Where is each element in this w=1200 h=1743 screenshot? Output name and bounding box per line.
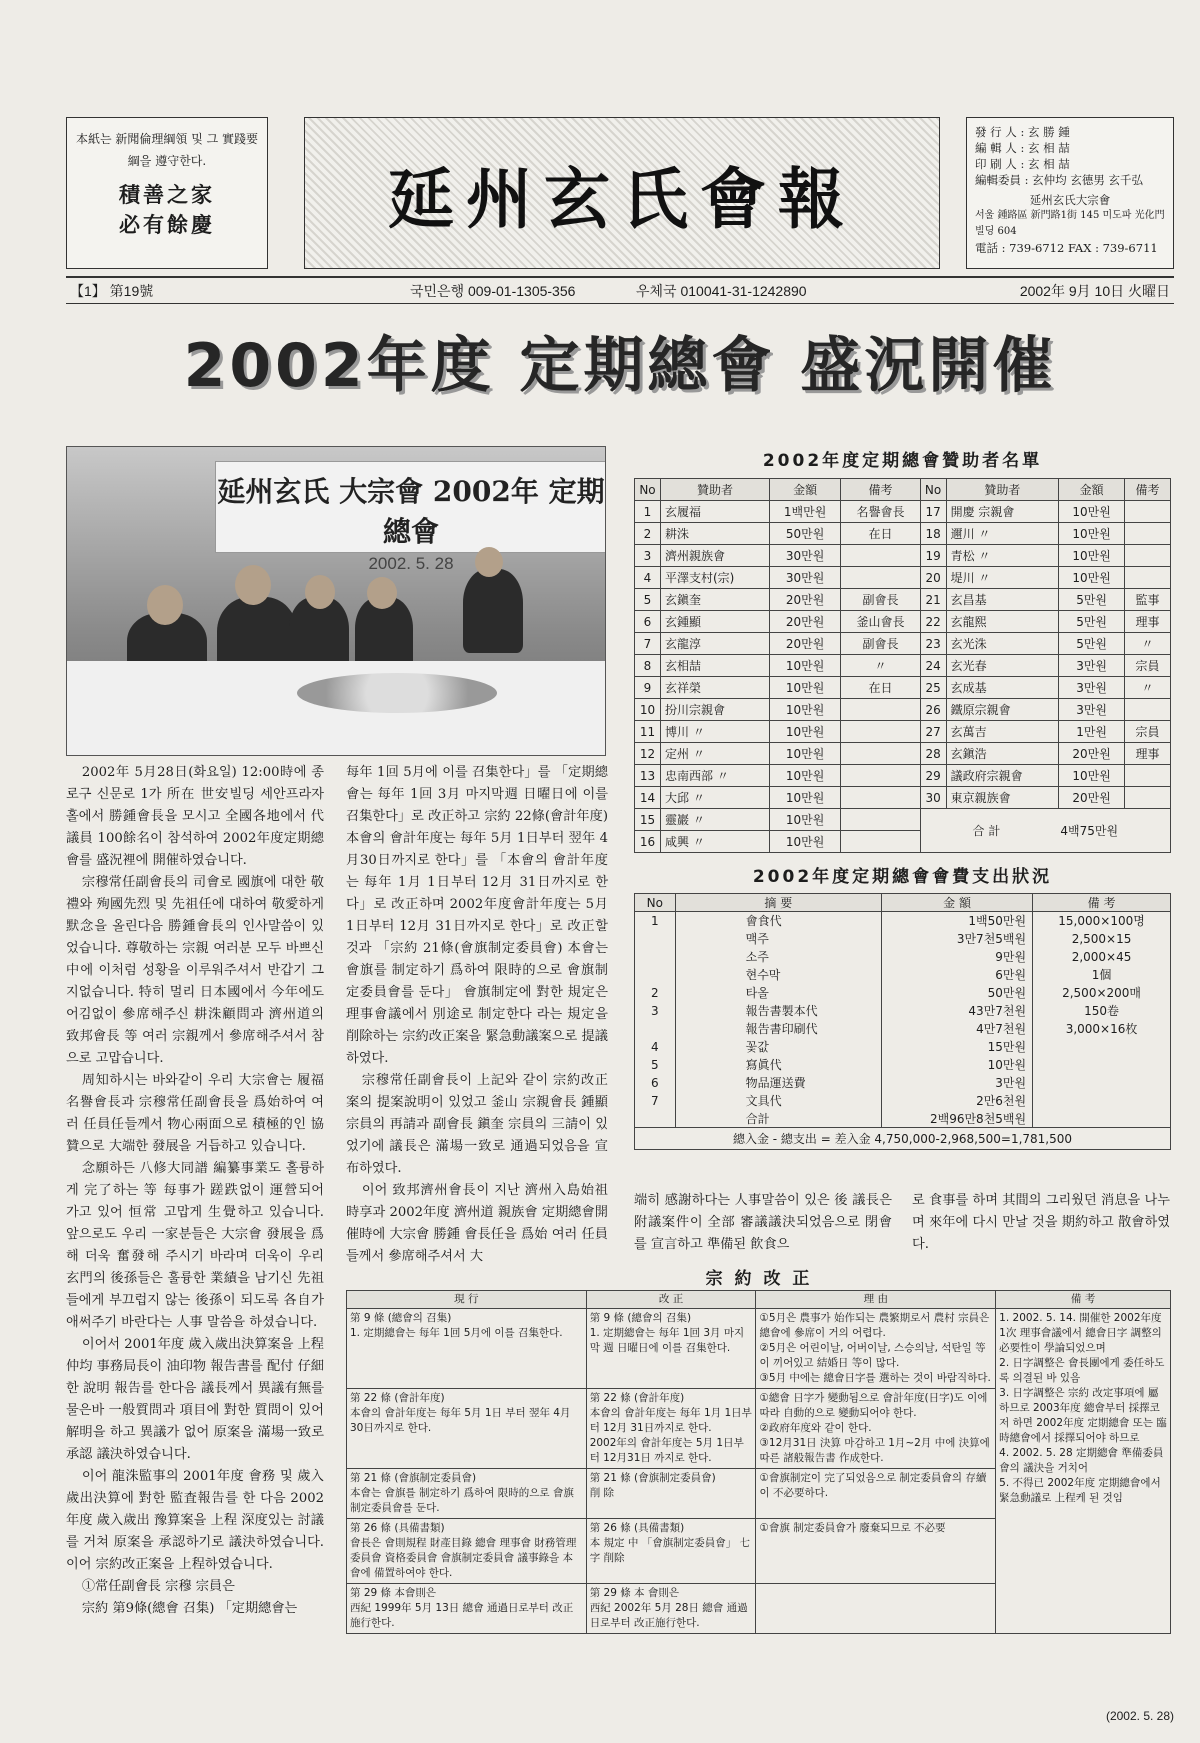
- article-paragraph: 이어 龍洙監事의 2001年度 會務 및 歲入歲出決算에 對한 監査報告를 한 다음 2002年度 歲入歲出 豫算案을 上程 深度있는 討議를 거쳐 原案을 承認하기로 議決하였습니다. 이어 宗約改正案을 上程하였습니다.: [66, 1469, 324, 1572]
- table-row: [635, 1092, 1171, 1110]
- sponsors-cell: 18: [920, 523, 946, 545]
- table-row: [635, 1110, 1171, 1128]
- expenses-cell: 맥주: [675, 930, 881, 948]
- table-row: [635, 1128, 1171, 1150]
- expenses-cell: 1백50만원: [881, 912, 1032, 930]
- sponsors-cell: 大邱 〃: [661, 787, 770, 809]
- sponsors-cell: [841, 787, 920, 809]
- sponsors-total-value: 4백75만원: [1060, 824, 1119, 838]
- ethics-note: 本紙는 新聞倫理綱領 및 그 實踐要綱을 遵守한다.: [75, 132, 259, 168]
- expenses-cell: 文具代: [675, 1092, 881, 1110]
- table-row: [635, 765, 1171, 787]
- bank-account: 국민은행 009-01-1305-356: [410, 282, 576, 299]
- sponsors-cell: 10: [635, 699, 661, 721]
- sponsors-cell: 20만원: [769, 611, 840, 633]
- sponsors-cell: 30만원: [769, 545, 840, 567]
- sponsors-cell: 14: [635, 787, 661, 809]
- sponsors-cell: 堤川 〃: [946, 567, 1059, 589]
- sponsors-cell: 3만원: [1059, 677, 1125, 699]
- attendee-head: [147, 585, 183, 625]
- article-paragraph: 宗穆常任副會長이 上記와 같이 宗約改正案의 提案說明이 있었고 釜山 宗親會長 鍾顯 宗員의 再請과 副會長 鎭奎 宗員의 三請이 있었기에 議長은 滿場一致로 通過되었음을 宣布하였다.: [346, 1073, 608, 1176]
- sponsors-cell: 10만원: [769, 765, 840, 787]
- sponsors-cell: 10만원: [1059, 765, 1125, 787]
- sponsors-cell: 15: [635, 809, 661, 831]
- sponsors-cell: 3만원: [1059, 699, 1125, 721]
- table-row: [635, 721, 1171, 743]
- article-column-2: [346, 762, 608, 1268]
- table-row: [635, 501, 1171, 523]
- expenses-cell: 4: [635, 1038, 676, 1056]
- org-address: 서울 鍾路區 新門路1街 145 미도파 光化門 빌딩 604: [975, 210, 1165, 237]
- expenses-cell: 15,000×100명: [1033, 912, 1171, 930]
- sponsors-cell: 定州 〃: [661, 743, 770, 765]
- publisher-line: 發 行 人 : 玄 勝 鍾: [975, 125, 1070, 139]
- sponsors-cell: [1125, 501, 1171, 523]
- article-paragraph: 端히 感謝하다는 人事말씀이 있은 後 議長은 附議案件이 全部 審議議決되었음으로 閉會를 宣言하고 準備된 飮食으: [634, 1193, 892, 1252]
- sponsors-cell: 玄光春: [946, 655, 1059, 677]
- sponsors-cell: 5만원: [1059, 589, 1125, 611]
- expenses-cell: 2,000×45: [1033, 948, 1171, 966]
- expenses-cell: 3: [635, 1002, 676, 1020]
- table-row: [635, 984, 1171, 1002]
- sponsors-cell: 玄鍾顯: [661, 611, 770, 633]
- committee-line: 編輯委員 : 玄仲均 玄德男 玄千弘: [975, 173, 1143, 187]
- sponsors-cell: 10만원: [769, 677, 840, 699]
- attendee-head: [305, 575, 335, 609]
- expenses-cell: [1033, 1110, 1171, 1128]
- amendment-note: 1. 2002. 5. 14. 開催한 2002年度 1次 理事會議에서 總會日字 調整의 必要性이 學論되었으며 2. 日字調整은 會長團에게 委任하도록 의결된 바 있음 3. 日字調整은 宗約 改定事項에 屬하므로 2003年度 總會부터 採擇코저 하면 2002年度 定期總會 또는 臨時總會에서 採擇되어야 하므로 4. 2002. 5. 28 定期總會 準備委員會의 議決을 거치어 5. 不得已 2002年度 定期總會에서 緊急動議로 上程케 된 것임: [996, 1309, 1171, 1634]
- expenses-cell: 현수막: [675, 966, 881, 984]
- sponsors-cell: [1125, 699, 1171, 721]
- expenses-cell: 1: [635, 912, 676, 930]
- sponsors-cell: 〃: [841, 655, 920, 677]
- table-row: [635, 966, 1171, 984]
- sponsors-cell: 宗員: [1125, 655, 1171, 677]
- expenses-cell: 3만7천5백원: [881, 930, 1032, 948]
- expenses-cell: 3,000×16枚: [1033, 1020, 1171, 1038]
- sponsors-cell: 30만원: [769, 567, 840, 589]
- expenses-cell: 꽃값: [675, 1038, 881, 1056]
- sponsors-cell: 名譽會長: [841, 501, 920, 523]
- amendment-cell: 第 9 條 (總會의 召集) 1. 定期總會는 每年 1回 5月에 이를 召集한다.: [347, 1309, 587, 1389]
- article-column-1: [66, 762, 324, 1620]
- sponsors-cell: 4: [635, 567, 661, 589]
- sponsors-cell: 玄成基: [946, 677, 1059, 699]
- issue-number: 【1】 第19號: [70, 282, 154, 299]
- masthead-title-box: [304, 117, 940, 269]
- sponsors-cell: 鐵原宗親會: [946, 699, 1059, 721]
- sponsors-cell: 10만원: [769, 699, 840, 721]
- sponsors-total-label: 合 計: [972, 824, 1001, 838]
- sponsors-cell: 10만원: [1059, 523, 1125, 545]
- issue-meta-bar: [66, 276, 1174, 304]
- expenses-cell: 150卷: [1033, 1002, 1171, 1020]
- expenses-cell: [1033, 1092, 1171, 1110]
- sponsors-cell: 2: [635, 523, 661, 545]
- expenses-cell: [1033, 1074, 1171, 1092]
- expenses-cell: 43만7천원: [881, 1002, 1032, 1020]
- sponsors-title: 2002年度定期總會贊助者名單: [762, 451, 1043, 471]
- sponsors-cell: 11: [635, 721, 661, 743]
- table-row: [635, 930, 1171, 948]
- attendee-head: [475, 547, 503, 577]
- expenses-cell: 5: [635, 1056, 676, 1074]
- sponsors-cell: 理事: [1125, 743, 1171, 765]
- expenses-cell: 2만6천원: [881, 1092, 1032, 1110]
- expenses-cell: 2,500×15: [1033, 930, 1171, 948]
- expenses-cell: [1033, 1038, 1171, 1056]
- sponsors-cell: 青松 〃: [946, 545, 1059, 567]
- sponsors-cell: 8: [635, 655, 661, 677]
- article-paragraph: 이어 致邦濟州會長이 지난 濟州入島始祖時享과 2002年度 濟州道 親族會 定期總會開催時에 大宗會 勝鍾 會長任을 爲始 여러 任員들께서 參席해주셔서 大: [346, 1183, 608, 1264]
- sponsors-cell: [841, 545, 920, 567]
- sponsors-cell: 玄光洙: [946, 633, 1059, 655]
- sponsors-cell: 1만원: [1059, 721, 1125, 743]
- expenses-cell: 2백96만8천5백원: [881, 1110, 1032, 1128]
- expenses-cell: 6: [635, 1074, 676, 1092]
- sponsors-header-cell: 金額: [769, 479, 840, 501]
- sponsors-cell: 13: [635, 765, 661, 787]
- article-column-3: [634, 1190, 892, 1256]
- article-paragraph: 宗約 第9條(總會 召集) 「定期總會는: [81, 1601, 298, 1616]
- expenses-cell: 타올: [675, 984, 881, 1002]
- expenses-cell: 合計: [675, 1110, 881, 1128]
- org-name: 延州玄氏大宗會: [1029, 193, 1111, 207]
- amendment-cell: 第 21 條 (會旗制定委員會) 本會는 會旗를 制定하기 爲하여 限時的으로 會旗制定委員會를 둔다.: [347, 1469, 587, 1519]
- sponsors-cell: 12: [635, 743, 661, 765]
- table-row: [635, 1002, 1171, 1020]
- printer-line: 印 刷 人 : 玄 相 喆: [975, 157, 1070, 171]
- sponsors-cell: 5: [635, 589, 661, 611]
- expenses-header-cell: 摘 要: [675, 894, 881, 912]
- expenses-cell: 物品運送費: [675, 1074, 881, 1092]
- sponsors-cell: 東京親族會: [946, 787, 1059, 809]
- sponsors-cell: 5만원: [1059, 633, 1125, 655]
- sponsors-cell: 1백만원: [769, 501, 840, 523]
- sponsors-cell: 27: [920, 721, 946, 743]
- org-phone: 電話 : 739-6712 FAX : 739-6711: [975, 241, 1158, 255]
- sponsors-cell: [1125, 787, 1171, 809]
- sponsors-header-cell: No: [635, 479, 661, 501]
- table-row: [635, 912, 1171, 930]
- expenses-header-cell: No: [635, 894, 676, 912]
- sponsors-cell: 20만원: [769, 633, 840, 655]
- sponsors-header-cell: 備考: [1125, 479, 1171, 501]
- sponsors-cell: 21: [920, 589, 946, 611]
- sponsors-cell: [841, 721, 920, 743]
- sponsors-header-cell: 贊助者: [946, 479, 1059, 501]
- expenses-cell: [635, 1020, 676, 1038]
- amendment-cell: 第 22 條 (會計年度) 本會의 會計年度는 每年 1月 1日부터 12月 31日까지로 한다. 2002年의 會計年度는 5月 1日부터 12月31日 까지로 한다.: [586, 1389, 756, 1469]
- photo-banner-date: 2002. 5. 28: [368, 554, 454, 573]
- table-row: [635, 1038, 1171, 1056]
- sponsors-cell: 24: [920, 655, 946, 677]
- sponsors-cell: 玄鎭浩: [946, 743, 1059, 765]
- expenses-cell: 50만원: [881, 984, 1032, 1002]
- table-row: [635, 809, 1171, 831]
- expenses-cell: 7: [635, 1092, 676, 1110]
- sponsors-cell: 19: [920, 545, 946, 567]
- sponsors-cell: 10만원: [769, 787, 840, 809]
- sponsors-cell: 16: [635, 831, 661, 853]
- sponsors-body: [635, 501, 1171, 853]
- sponsors-cell: 忠南西部 〃: [661, 765, 770, 787]
- sponsors-cell: [841, 743, 920, 765]
- expenses-cell: 寫眞代: [675, 1056, 881, 1074]
- editor-line: 編 輯 人 : 玄 相 喆: [975, 141, 1070, 155]
- amendment-table: [346, 1290, 1171, 1634]
- amendment-cell: 第 29 條 本 會則은 西紀 2002年 5月 28日 總會 通過日로부터 改正施行한다.: [586, 1584, 756, 1634]
- flower-arrangement: [297, 673, 497, 713]
- sponsors-cell: 10만원: [769, 831, 840, 853]
- attendee-head: [367, 577, 397, 609]
- sponsors-cell: 玄相喆: [661, 655, 770, 677]
- sponsors-cell: 6: [635, 611, 661, 633]
- amendment-header-cell: 改 正: [586, 1291, 756, 1309]
- sponsors-cell: 7: [635, 633, 661, 655]
- expenses-cell: 2: [635, 984, 676, 1002]
- sponsors-cell: 玄祥榮: [661, 677, 770, 699]
- amendment-body: [347, 1309, 1171, 1634]
- table-row: [635, 567, 1171, 589]
- article-paragraph: 每年 1回 5月에 이를 召集한다」를 「定期總會는 每年 1回 3月 마지막週 日曜日에 이를 召集한다」로 改正하고 宗約 22條(會計年度) 本會의 會計年度는 每年 5月 1日부터 翌年 4月30日까지로 한다」를 「本會의 會計年度는 每年 1月 1日부터 12月 31日까지로 한다」로 改正하며 2002年度會計年度는 5月 1日부터 12月 31日까지로 한다」로 改正할 것과 「宗約 21條(會旗制定委員會) 本會는 會旗를 制定하기 爲하여 限時的으로 會旗制定委員會를 둔다」 會旗制定에 對한 規定은 理事會議에서 別途로 制定한다 라는 規定을 削除하는 宗約改正案을 緊急動議案으로 提議하였다.: [346, 765, 608, 1066]
- sponsors-cell: 9: [635, 677, 661, 699]
- sponsors-cell: 30: [920, 787, 946, 809]
- amendment-cell: ①會旗制定이 完了되었음으로 制定委員會의 存續이 不必要하다.: [756, 1469, 996, 1519]
- sponsors-cell: 靈巖 〃: [661, 809, 770, 831]
- sponsors-cell: 玄龍淳: [661, 633, 770, 655]
- expenses-cell: 6만원: [881, 966, 1032, 984]
- sponsors-cell: 22: [920, 611, 946, 633]
- expenses-cell: [635, 1110, 676, 1128]
- sponsors-cell: 玄萬吉: [946, 721, 1059, 743]
- sponsors-cell: 議政府宗親會: [946, 765, 1059, 787]
- expenses-cell: 報告書製本代: [675, 1002, 881, 1020]
- main-headline: 2002年度 定期總會 盛況開催: [183, 331, 1057, 401]
- sponsors-cell: 26: [920, 699, 946, 721]
- expenses-header-row: [635, 894, 1171, 912]
- table-row: [635, 787, 1171, 809]
- amendment-cell: 第 22 條 (會計年度) 本會의 會計年度는 每年 5月 1日 부터 翌年 4月30日까지로 한다.: [347, 1389, 587, 1469]
- amendment-header-row: [347, 1291, 1171, 1309]
- table-row: [635, 633, 1171, 655]
- sponsors-cell: 理事: [1125, 611, 1171, 633]
- sponsors-cell: 28: [920, 743, 946, 765]
- expenses-cell: [635, 948, 676, 966]
- sponsors-cell: 在日: [841, 677, 920, 699]
- sponsors-header-row: [635, 479, 1171, 501]
- amendment-cell: 第 9 條 (總會의 召集) 1. 定期總會는 每年 1回 3月 마지막 週 日曜日에 이를 召集한다.: [586, 1309, 756, 1389]
- sponsors-cell: 玄龍熙: [946, 611, 1059, 633]
- sponsors-cell: 監事: [1125, 589, 1171, 611]
- sponsors-table: [634, 478, 1171, 853]
- sponsors-cell: [920, 809, 1170, 853]
- sponsors-header-cell: 備考: [841, 479, 920, 501]
- sponsors-cell: 20만원: [1059, 787, 1125, 809]
- sponsors-cell: [841, 567, 920, 589]
- amendment-cell: ①總會 日字가 變動됨으로 會計年度(日字)도 이에 따라 自動的으로 變動되어야 한다. ②政府年度와 같이 한다. ③12月31日 決算 마감하고 1月~2月 中에 決算에 따른 諸般報告書 作成한다.: [756, 1389, 996, 1469]
- article-paragraph: ①常任副會長 宗穆 宗員은: [81, 1579, 235, 1594]
- expenses-cell: 10만원: [881, 1056, 1032, 1074]
- sponsors-cell: 3: [635, 545, 661, 567]
- expenses-cell: 3만원: [881, 1074, 1032, 1092]
- sponsors-cell: 玄鎭奎: [661, 589, 770, 611]
- table-row: [635, 1020, 1171, 1038]
- table-row: [635, 523, 1171, 545]
- expenses-cell: [1033, 1056, 1171, 1074]
- sponsors-cell: 玄昌基: [946, 589, 1059, 611]
- sponsors-cell: 咸興 〃: [661, 831, 770, 853]
- amendment-header-cell: 理 由: [756, 1291, 996, 1309]
- newspaper-title: 延州玄氏會報: [388, 159, 856, 238]
- sponsors-cell: 開慶 宗親會: [946, 501, 1059, 523]
- sponsors-cell: 10만원: [769, 721, 840, 743]
- table-row: [635, 948, 1171, 966]
- table-row: [635, 699, 1171, 721]
- sponsors-cell: 耕洙: [661, 523, 770, 545]
- sponsors-cell: 10만원: [1059, 545, 1125, 567]
- article-paragraph: 周知하시는 바와같이 우리 大宗會는 履福名譽會長과 宗穆常任副會長을 爲始하여 여러 任員任들께서 物心兩面으로 積極的인 協贊으로 大端한 發展을 거듭하고 있습니다.: [66, 1073, 324, 1154]
- sponsors-cell: [841, 831, 920, 853]
- expenses-title: 2002年度定期總會會費支出狀況: [752, 867, 1053, 887]
- post-account: 우체국 010041-31-1242890: [636, 282, 807, 299]
- amendment-cell: ①5月은 農事가 始作되는 農繁期로서 農村 宗員은 總會에 參席이 거의 어렵다. ②5月은 어린이날, 어버이날, 스승의날, 석탄일 等이 끼어있고 結婚日 等이 많다. ③5月 中에는 總會日字를 選하는 것이 바람직하다.: [756, 1309, 996, 1389]
- sponsors-cell: 扮川宗親會: [661, 699, 770, 721]
- article-column-4: [912, 1190, 1170, 1256]
- sponsors-cell: 平澤支村(宗): [661, 567, 770, 589]
- sponsors-cell: [1125, 523, 1171, 545]
- sponsors-cell: 10만원: [769, 809, 840, 831]
- table-row: [635, 1056, 1171, 1074]
- amendment-header-cell: 現 行: [347, 1291, 587, 1309]
- sponsors-cell: 17: [920, 501, 946, 523]
- sponsors-cell: [1125, 567, 1171, 589]
- table-row: [635, 655, 1171, 677]
- amendment-header-cell: 備 考: [996, 1291, 1171, 1309]
- table-row: [635, 1074, 1171, 1092]
- table-row: [635, 611, 1171, 633]
- table-row: [635, 743, 1171, 765]
- sponsors-cell: 邇川 〃: [946, 523, 1059, 545]
- sponsors-cell: 29: [920, 765, 946, 787]
- sponsors-header-cell: 金額: [1059, 479, 1125, 501]
- expenses-cell: [635, 930, 676, 948]
- expenses-cell: 4만7천원: [881, 1020, 1032, 1038]
- sponsors-cell: 5만원: [1059, 611, 1125, 633]
- meeting-photo: [66, 446, 606, 756]
- sponsors-cell: 50만원: [769, 523, 840, 545]
- sponsors-cell: 宗員: [1125, 721, 1171, 743]
- expenses-cell: 報告書印刷代: [675, 1020, 881, 1038]
- table-row: [347, 1309, 1171, 1389]
- table-row: [635, 545, 1171, 567]
- sponsors-cell: 10만원: [1059, 567, 1125, 589]
- photo-banner-title: 延州玄氏 大宗會 2002年 定期總會: [217, 475, 605, 548]
- expenses-cell: 1個: [1033, 966, 1171, 984]
- expenses-cell: 9만원: [881, 948, 1032, 966]
- sponsors-cell: [841, 765, 920, 787]
- amendment-cell: [756, 1584, 996, 1634]
- masthead-left-box: [66, 117, 268, 269]
- sponsors-cell: 玄履福: [661, 501, 770, 523]
- photo-banner: [215, 461, 606, 573]
- sponsors-cell: 23: [920, 633, 946, 655]
- expenses-cell: [635, 966, 676, 984]
- sponsors-cell: 釜山會長: [841, 611, 920, 633]
- sponsors-cell: [1125, 545, 1171, 567]
- sponsors-cell: 副會長: [841, 589, 920, 611]
- amendment-cell: 第 26 條 (具備書類) 會長은 會則規程 財產目錄 總會 理事會 財務管理委員會 資格委員會 會旗制定委員會 議事錄을 本會에 備置하여야 한다.: [347, 1519, 587, 1584]
- sponsors-cell: 副會長: [841, 633, 920, 655]
- amendment-cell: 第 21 條 (會旗制定委員會) 削 除: [586, 1469, 756, 1519]
- sponsors-cell: 〃: [1125, 633, 1171, 655]
- sponsors-cell: 3만원: [1059, 655, 1125, 677]
- attendee-head: [235, 565, 271, 605]
- sponsors-cell: 10만원: [769, 743, 840, 765]
- sponsors-cell: 〃: [1125, 677, 1171, 699]
- table-row: [635, 589, 1171, 611]
- sponsors-cell: 20만원: [769, 589, 840, 611]
- table-row: [635, 677, 1171, 699]
- sponsors-header-cell: No: [920, 479, 946, 501]
- sponsors-cell: [841, 809, 920, 831]
- sponsors-cell: 在日: [841, 523, 920, 545]
- motto-line-1: 積善之家: [119, 182, 215, 207]
- expenses-cell: 會食代: [675, 912, 881, 930]
- sponsors-cell: 20만원: [1059, 743, 1125, 765]
- sponsors-cell: 25: [920, 677, 946, 699]
- sponsors-cell: 10만원: [1059, 501, 1125, 523]
- amendment-cell: ①會旗 制定委員會가 廢棄되므로 不必要: [756, 1519, 996, 1584]
- article-paragraph: 이어서 2001年度 歲入歲出決算案을 上程 仲均 事務局長이 油印物 報告書를 配付 仔細한 說明 報告를 한다음 議長께서 異議有無를 물은바 一般質問과 項目에 對한 質問이 있어 解明을 하고 異議가 없어 原案을 滿場一致로 承認 議決하였습니다.: [66, 1337, 324, 1462]
- sponsors-cell: 1: [635, 501, 661, 523]
- article-paragraph: 念願하든 八修大同譜 編纂事業도 홀륭하게 完了하는 等 每事가 蹉跌없이 運營되어 가고 있어 恒常 고맙게 生覺하고 있습니다. 앞으로도 우리 一家분들은 大宗會 發展을 爲해 더욱 奮發해 주시기 바라며 더욱이 우리 玄門의 後孫들은 훌륭한 業績을 남기신 先祖들에게 부끄럽지 않는 後孫이 되도록 各自가 애써주기 바란다는 人事 말씀을 하셨습니다.: [66, 1161, 324, 1330]
- sponsors-cell: 博川 〃: [661, 721, 770, 743]
- sponsors-cell: [1125, 765, 1171, 787]
- expenses-header-cell: 金 額: [881, 894, 1032, 912]
- motto-line-2: 必有餘慶: [119, 212, 215, 237]
- sponsors-header-cell: 贊助者: [661, 479, 770, 501]
- issue-date: 2002年 9月 10日 火曜日: [1019, 282, 1170, 299]
- expenses-cell: 소주: [675, 948, 881, 966]
- expenses-summary: 總入金 - 總支出 = 差入金 4,750,000-2,968,500=1,781,500: [635, 1128, 1171, 1150]
- expenses-body: [635, 912, 1171, 1150]
- article-paragraph: 宗穆常任副會長의 司會로 國旗에 대한 敬禮와 殉國先烈 및 先祖任에 대하여 敬愛하게 默念을 올린다음 勝鍾會長의 인사말씀이 있었습니다. 尊敬하는 宗親 여러분 모두 바쁘신 中에 이처럼 성황을 이루워주셔서 반갑기 그지없습니다. 特히 멀리 日本國에서 今年에도 어김없이 參席해주신 耕洙顧問과 濟州道의 致邦會長 等 여러 宗親께서 參席해주셔서 참으로 고맙습니다.: [66, 875, 324, 1066]
- amendment-cell: 第 29 條 本會則은 西紀 1999年 5月 13日 總會 通過日로부터 改正施行한다.: [347, 1584, 587, 1634]
- sponsors-cell: 20: [920, 567, 946, 589]
- expenses-header-cell: 備 考: [1033, 894, 1171, 912]
- article-paragraph: 2002年 5月28日(화요일) 12:00時에 종로구 신문로 1가 所在 世安빌딩 세안프라자홀에서 勝鍾會長을 모시고 全國各地에서 代議員 100餘名이 참석하여 2002年度定期總會를 盛況裡에 開催하였습니다.: [66, 765, 324, 868]
- sponsors-cell: 10만원: [769, 655, 840, 677]
- sponsors-cell: [841, 699, 920, 721]
- attendee-figure: [463, 569, 523, 653]
- expenses-cell: 15만원: [881, 1038, 1032, 1056]
- expenses-table: [634, 893, 1171, 1150]
- amendment-cell: 第 26 條 (具備書類) 本 規定 中 「會旗制定委員會」 七字 削除: [586, 1519, 756, 1584]
- amendment-title: 宗 約 改 正: [705, 1269, 813, 1289]
- masthead-credits-box: [966, 117, 1174, 269]
- sponsors-cell: 濟州親族會: [661, 545, 770, 567]
- article-paragraph: 로 食事를 하며 其間의 그리웠던 消息을 나누며 來年에 다시 만날 것을 期約하고 散會하였다.: [912, 1193, 1170, 1252]
- article-end-date: (2002. 5. 28): [1105, 1709, 1174, 1723]
- expenses-cell: 2,500×200매: [1033, 984, 1171, 1002]
